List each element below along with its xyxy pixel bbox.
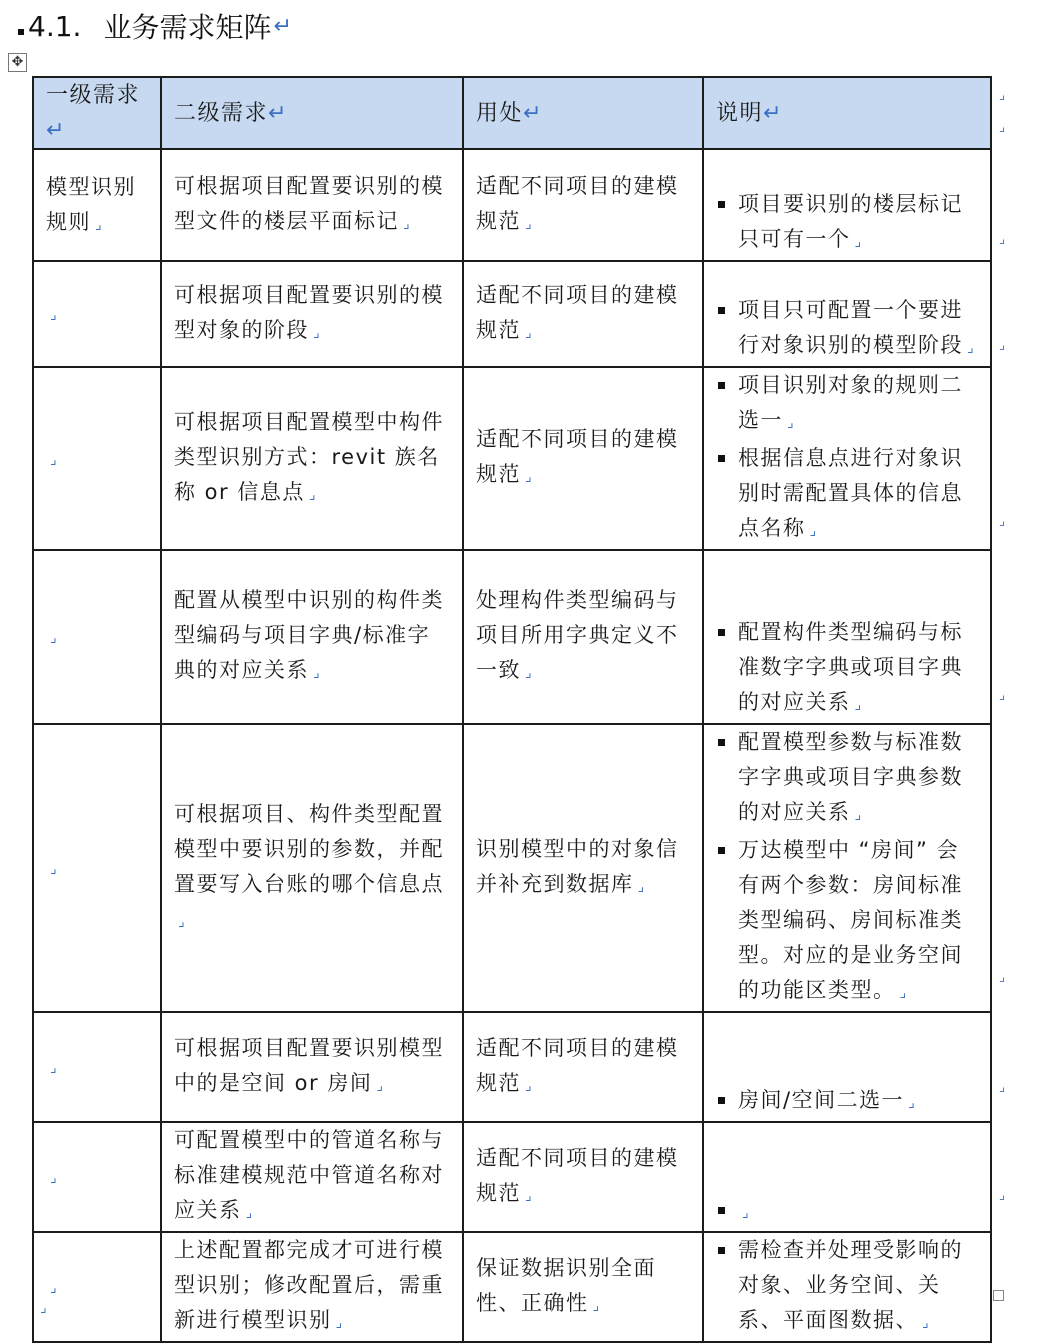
requirements-table [32,76,992,1343]
column-header-use: 用处↵ [463,77,703,149]
column-header-level2: 二级需求↵ [161,77,463,149]
cell-level2[interactable]: 可配置模型中的管道名称与标准建模规范中管道名称对应关系 ⌟ [161,1122,463,1232]
cell-use[interactable]: 识别模型中的对象信并补充到数据库 ⌟ [463,724,703,1012]
end-of-row-mark: ⌟ [999,88,1006,103]
table-row [33,1012,991,1122]
table-row [33,367,991,550]
notes-list [716,1193,978,1231]
end-of-row-mark: ⌟ [999,970,1006,985]
cell-use[interactable]: 适配不同项目的建模规范 ⌟ [463,367,703,550]
note-bullet-item: 项目要识别的楼层标记只可有一个 ⌟ [716,187,978,260]
cell-level1[interactable]: 模型识别规则 ⌟ [33,149,161,261]
cell-notes[interactable] [703,1122,991,1232]
heading-bullet [18,29,24,35]
cell-level2[interactable]: 上述配置都完成才可进行模型识别；修改配置后，需重新进行模型识别 ⌟ [161,1232,463,1342]
cell-notes[interactable] [703,724,991,1012]
cell-level2[interactable]: 可根据项目配置要识别模型中的是空间 or 房间 ⌟ [161,1012,463,1122]
notes-list [716,368,978,549]
cell-use[interactable]: 适配不同项目的建模规范 ⌟ [463,149,703,261]
notes-list [716,615,978,723]
cell-notes[interactable] [703,550,991,724]
table-row [33,1232,991,1342]
cell-level1[interactable]: ⌟ [33,550,161,724]
cell-use[interactable]: 适配不同项目的建模规范 ⌟ [463,1122,703,1232]
end-of-row-mark: ⌟ [999,232,1006,247]
cell-notes[interactable] [703,1012,991,1122]
notes-list [716,1233,978,1341]
cell-notes[interactable] [703,261,991,367]
cell-level1[interactable]: ⌟ [33,724,161,1012]
notes-list [716,293,978,366]
end-of-row-mark: ⌟ [999,1188,1006,1203]
cell-level2[interactable]: 可根据项目配置要识别的模型对象的阶段 ⌟ [161,261,463,367]
note-bullet-item: 项目只可配置一个要进行对象识别的模型阶段 ⌟ [716,293,978,366]
table-row [33,149,991,261]
table-row [33,724,991,1012]
cell-level1[interactable]: ⌟ [33,1232,161,1342]
cell-level1[interactable]: ⌟ [33,261,161,367]
cell-level2[interactable]: 配置从模型中识别的构件类型编码与项目字典/标准字典的对应关系 ⌟ [161,550,463,724]
cell-use[interactable]: 适配不同项目的建模规范 ⌟ [463,1012,703,1122]
note-bullet-item: 根据信息点进行对象识别时需配置具体的信息点名称 ⌟ [716,441,978,549]
end-of-row-mark: ⌟ [999,120,1006,135]
notes-list [716,1083,978,1121]
note-bullet-item: 配置构件类型编码与标准数字字典或项目字典的对应关系 ⌟ [716,615,978,723]
table-header-row [33,77,991,149]
cell-level1[interactable]: ⌟ [33,1122,161,1232]
notes-list [716,725,978,1011]
column-header-notes: 说明↵ [703,77,991,149]
note-bullet-item: 万达模型中 “房间” 会有两个参数：房间标准类型编码、房间标准类型。对应的是业务空间的功能区类型。 ⌟ [716,833,978,1011]
cell-use[interactable]: 适配不同项目的建模规范 ⌟ [463,261,703,367]
end-of-cell-mark: ⌟ [40,1300,47,1316]
cell-level2[interactable]: 可根据项目配置要识别的模型文件的楼层平面标记 ⌟ [161,149,463,261]
end-of-row-mark: ⌟ [999,514,1006,529]
cell-level1[interactable]: ⌟ [33,367,161,550]
note-bullet-item: 项目识别对象的规则二选一 ⌟ [716,368,978,441]
paragraph-mark: ↵ [273,13,292,39]
notes-list [716,187,978,260]
cell-use[interactable]: 处理构件类型编码与项目所用字典定义不一致 ⌟ [463,550,703,724]
cell-use[interactable]: 保证数据识别全面性、正确性 ⌟ [463,1232,703,1342]
end-of-row-mark: ⌟ [999,338,1006,353]
heading-number: 4.1. [28,9,82,43]
cell-notes[interactable] [703,367,991,550]
note-bullet-item: ⌟ [716,1193,978,1231]
cell-notes[interactable] [703,1232,991,1342]
heading-title: 业务需求矩阵 [103,11,272,44]
end-of-row-mark: ⌟ [999,688,1006,703]
cell-level2[interactable]: 可根据项目、构件类型配置模型中要识别的参数，并配置要写入台账的哪个信息点⌟ [161,724,463,1012]
end-of-row-mark: ⌟ [999,1080,1006,1095]
cell-level1[interactable]: ⌟ [33,1012,161,1122]
table-resize-handle[interactable] [993,1290,1004,1301]
cell-level2[interactable]: 可根据项目配置模型中构件类型识别方式：revit 族名称 or 信息点 ⌟ [161,367,463,550]
note-bullet-item: 配置模型参数与标准数字字典或项目字典参数的对应关系 ⌟ [716,725,978,833]
note-bullet-item: 房间/空间二选一 ⌟ [716,1083,978,1121]
column-header-level1: 一级需求↵ [33,77,161,149]
note-bullet-item: 需检查并处理受影响的对象、业务空间、关系、平面图数据、 ⌟ [716,1233,978,1341]
table-move-handle-icon[interactable]: ✥ [8,53,27,72]
table-row [33,550,991,724]
section-heading [18,4,292,48]
table-row [33,261,991,367]
cell-notes[interactable] [703,149,991,261]
table-row [33,1122,991,1232]
